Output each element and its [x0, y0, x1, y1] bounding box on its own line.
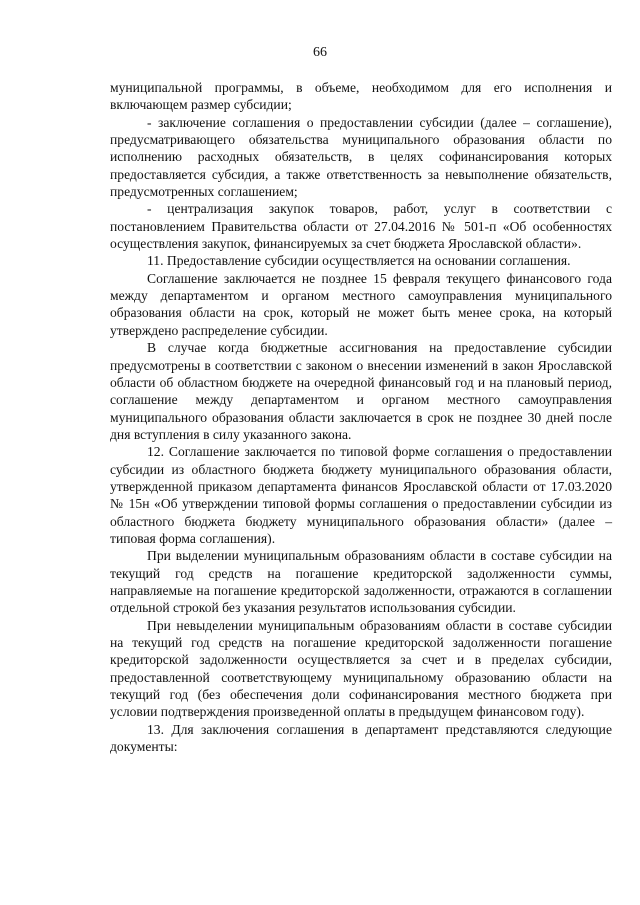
document-body — [110, 79, 612, 755]
paragraph-clause-12: 12. Соглашение заключается по типовой форме соглашения о предоставлении субсидии из областного бюджета бюджету муниципального образования области, утвержденной приказом департамента финансов Ярославской области от 17.03.2020 № 15н «Об утверждении типовой формы соглашения о предоставлении субсидии из областного бюджета бюджету муниципального образования области» (далее – типовая форма соглашения). — [110, 444, 612, 546]
page-number: 66 — [313, 45, 327, 60]
paragraph-budget-amendment: В случае когда бюджетные ассигнования на предоставление субсидии предусмотрены в соответствии с законом о внесении изменений в закон Ярославской области об областном бюджете на очередной финансовый год и на плановый период, соглашение между департаментом и органом местного самоуправления муниципального образования области заключается в срок не позднее 30 дней после дня вступления в силу указанного закона. — [110, 340, 612, 442]
paragraph-debt-allocation: При выделении муниципальным образованиям области в составе субсидии на текущий год средств на погашение кредиторской задолженности суммы, направляемые на погашение кредиторской задолженности, отражаются в соглашении отдельной строкой без указания результатов использования субсидии. — [110, 548, 612, 616]
paragraph-continuation: муниципальной программы, в объеме, необходимом для его исполнения и включающем размер субсидии; — [110, 80, 612, 113]
paragraph-clause-11: 11. Предоставление субсидии осуществляется на основании соглашения. — [147, 253, 571, 269]
paragraph-procurement-condition: - централизация закупок товаров, работ, услуг в соответствии с постановлением Правительства области от 27.04.2016 № 501-п «Об особенностях осуществления закупок, финансируемых за счет бюджета Ярославской области». — [110, 201, 612, 252]
paragraph-debt-no-allocation: При невыделении муниципальным образованиям области в составе субсидии на текущий год средств на погашение кредиторской задолженности погашение кредиторской задолженности осуществляется за счет и в пределах субсидии, предоставленной соответствующему муниципальному образованию области на текущий год (без обеспечения доли софинансирования местного бюджета при условии подтверждения произведенной оплаты в предыдущем финансовом году). — [110, 617, 612, 720]
paragraph-clause-13: 13. Для заключения соглашения в департамент представляются следующие документы: — [110, 721, 612, 755]
paragraph-agreement-deadline: Соглашение заключается не позднее 15 февраля текущего финансового года между департаментом и органом местного самоуправления муниципального образования области на срок, который не может быть менее срока, на который утверждено распределение субсидии. — [110, 270, 612, 338]
paragraph-agreement-condition: - заключение соглашения о предоставлении субсидии (далее – соглашение), предусматривающего обязательства муниципального образования области по исполнению расходных обязательств, в целях софинансирования которых предоставляется субсидия, а также ответственность за невыполнение обязательств, предусмотренных соглашением; — [110, 114, 612, 200]
